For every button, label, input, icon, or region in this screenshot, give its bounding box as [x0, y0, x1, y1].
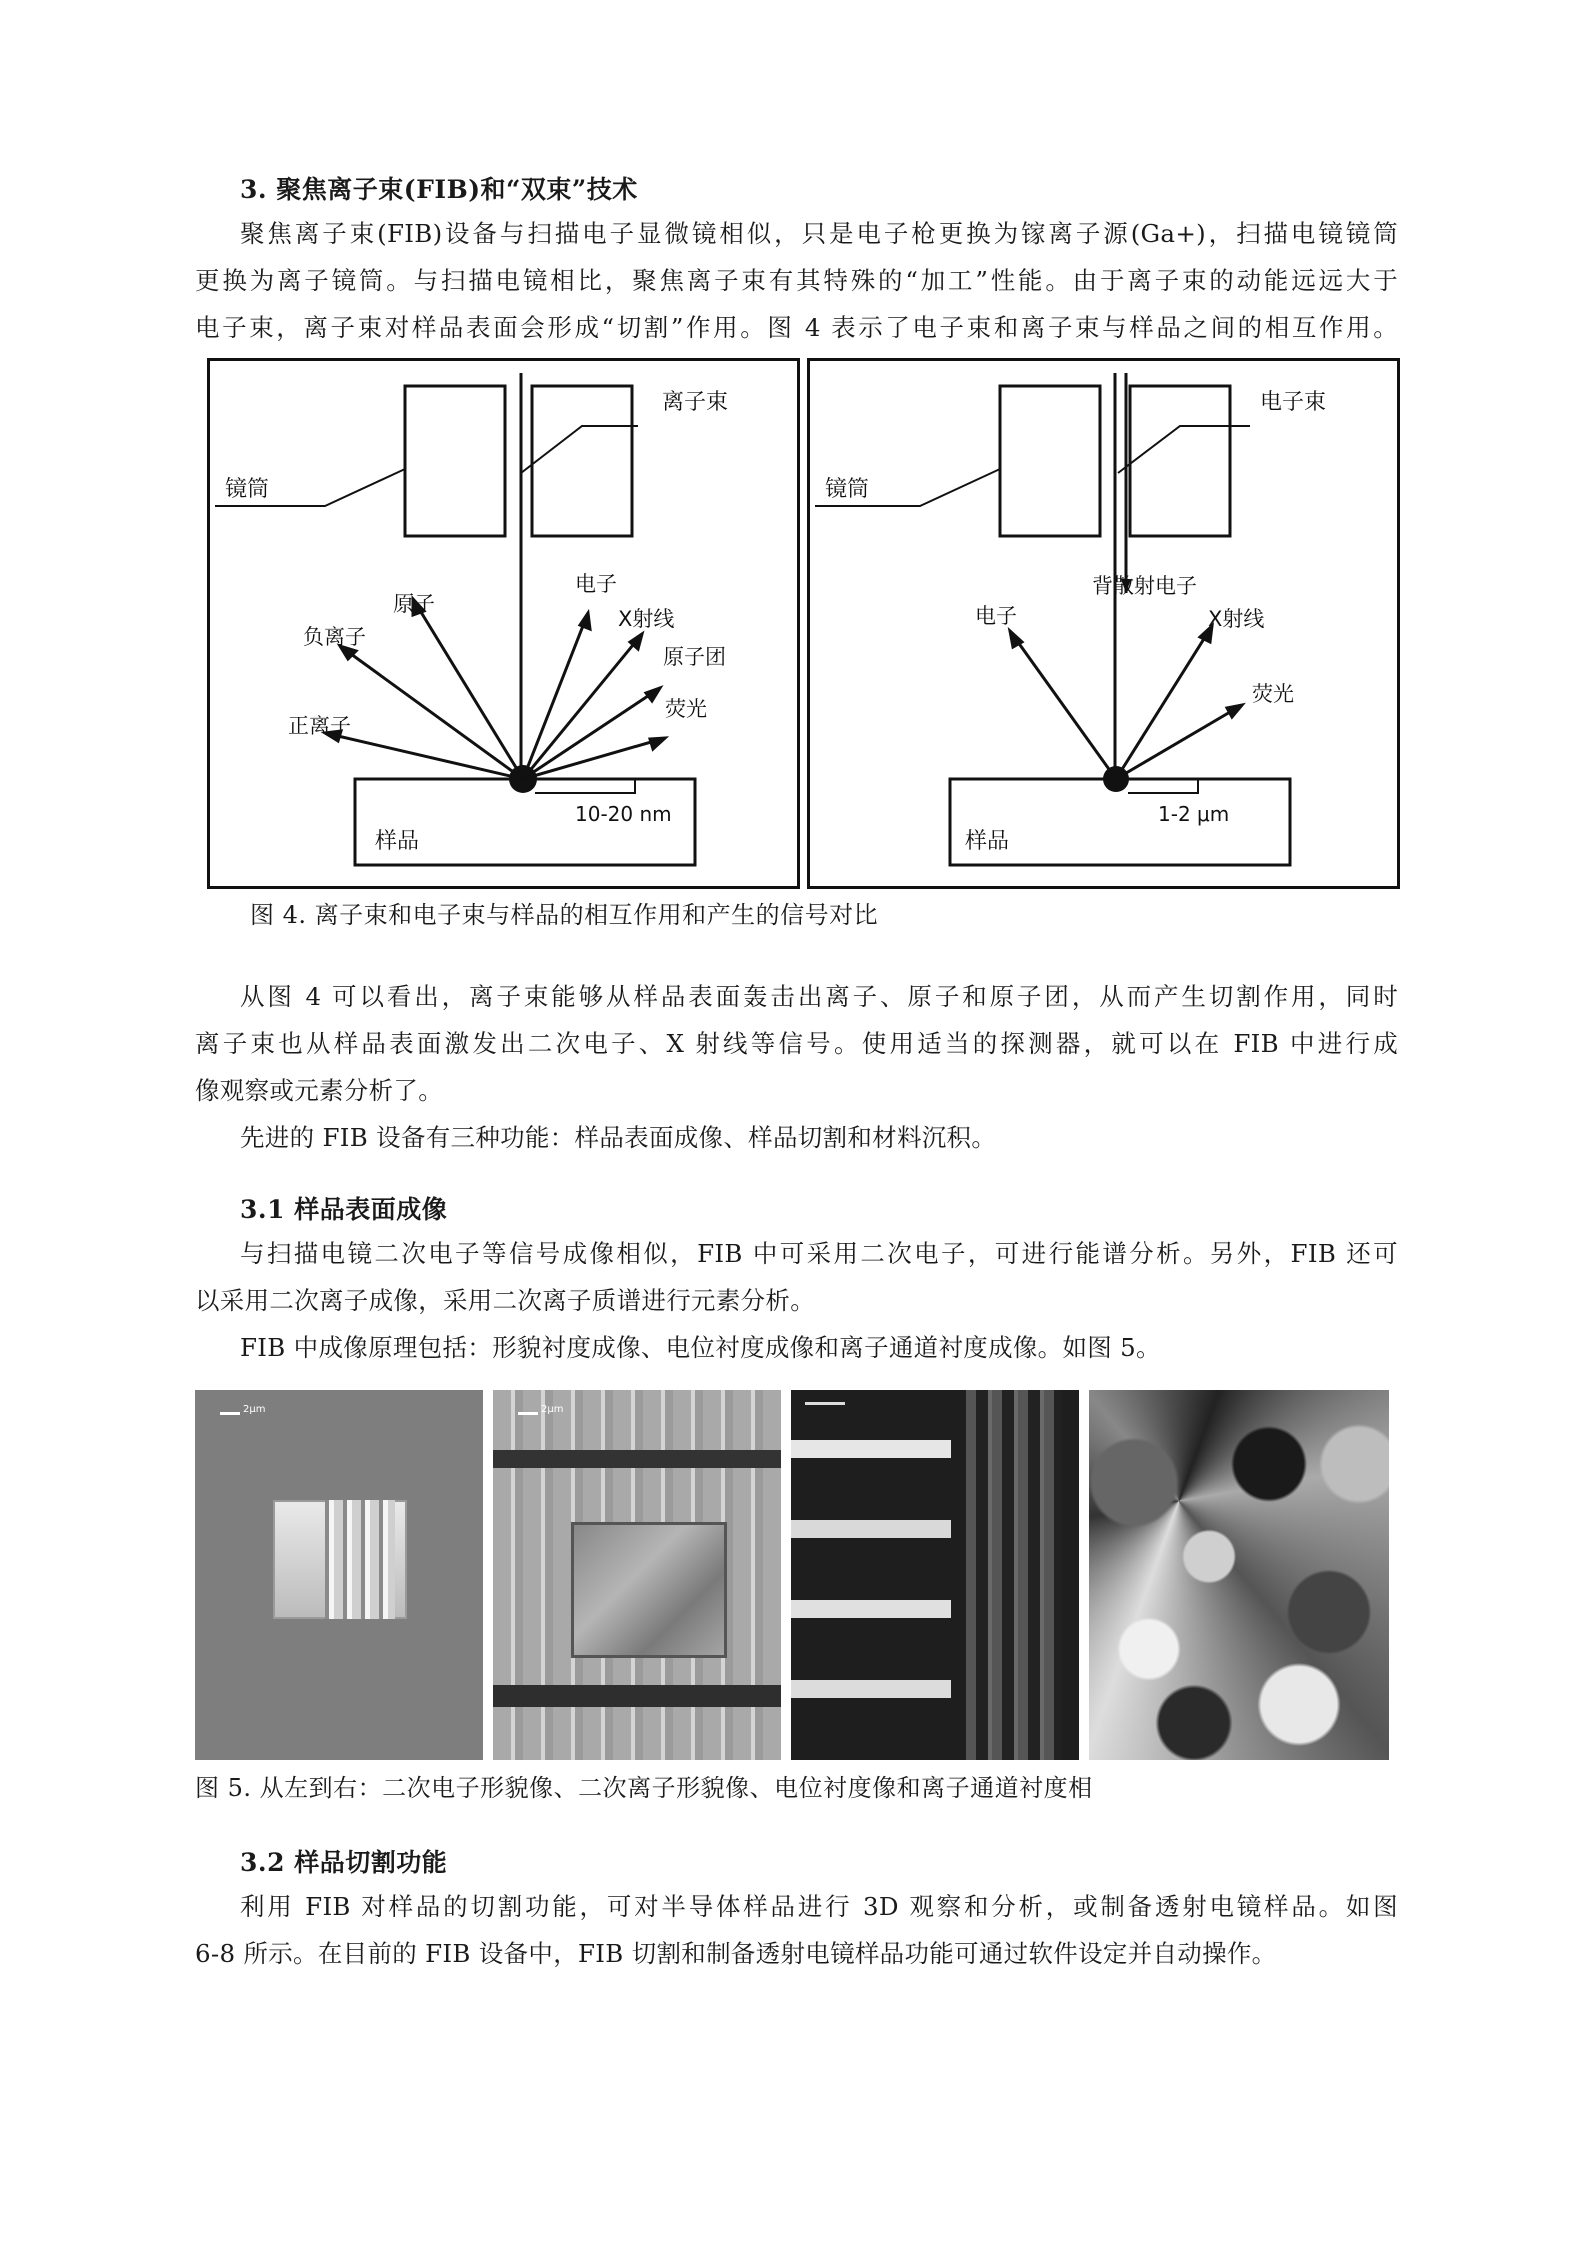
- paragraph-line: 以采用二次离子成像，采用二次离子质谱进行元素分析。: [195, 1286, 815, 1315]
- paragraph-line: 离子束也从样品表面激发出二次电子、X 射线等信号。使用适当的探测器，就可以在 FIB 中进行成: [195, 1029, 1398, 1058]
- paragraph-line: 6-8 所示。在目前的 FIB 设备中，FIB 切割和制备透射电镜样品功能可通过软件设定并自动操作。: [195, 1939, 1277, 1968]
- column-label: 镜筒: [225, 477, 270, 502]
- secondary-ion-image: [493, 1390, 781, 1760]
- signal-label-negative-ion: 负离子: [303, 625, 366, 649]
- section-3-2-heading: 3.2 样品切割功能: [240, 1848, 448, 1877]
- section-3-1-paragraph-end: [195, 1277, 1398, 1324]
- section-3-1-heading: 3.1 样品表面成像: [240, 1195, 448, 1224]
- signal-label-atom: 原子: [393, 592, 435, 616]
- ion-channeling-contrast-image: [1089, 1390, 1389, 1760]
- figure-4-caption: 图 4. 离子束和电子束与样品的相互作用和产生的信号对比: [250, 901, 879, 929]
- column-box-left: [1000, 386, 1100, 536]
- conductor-line: [791, 1440, 951, 1458]
- beam-label-pointer: [521, 426, 638, 473]
- depth-indicator: [535, 779, 635, 793]
- scale-bar-label: 2μm: [541, 1404, 564, 1415]
- conductor-line: [791, 1520, 951, 1538]
- fib-functions-paragraph: 先进的 FIB 设备有三种功能：样品表面成像、样品切割和材料沉积。: [240, 1123, 997, 1152]
- conductor-line: [791, 1600, 951, 1618]
- conductor-line: [791, 1680, 951, 1698]
- milled-window: [571, 1522, 727, 1658]
- column-box-right: [1130, 386, 1230, 536]
- figure-4-electron-beam-panel: [807, 358, 1400, 889]
- dark-band-top: [493, 1450, 781, 1468]
- column-box-right: [532, 386, 632, 536]
- dark-band-bottom: [493, 1685, 781, 1707]
- paragraph-line: 从图 4 可以看出，离子束能够从样品表面轰击出离子、原子和原子团，从而产生切割作用，同时: [240, 982, 1398, 1011]
- paragraph-line: 像观察或元素分析了。: [195, 1076, 443, 1105]
- section-3-1-imaging-paragraph: FIB 中成像原理包括：形貌衬度成像、电位衬度成像和离子通道衬度成像。如图 5。: [240, 1333, 1161, 1362]
- signal-label-electron: 电子: [575, 572, 617, 596]
- signal-label-fluorescence: 荧光: [665, 697, 707, 721]
- paragraph-line: 更换为离子镜筒。与扫描电镜相比，聚焦离子束有其特殊的“加工”性能。由于离子束的动能远远大于: [195, 266, 1398, 295]
- figure-4-ion-beam-panel: [207, 358, 800, 889]
- ion-beam-diagram: [210, 361, 797, 886]
- scale-bar: [220, 1412, 240, 1415]
- section-3-1-paragraph: [240, 1230, 1398, 1277]
- signal-label-positive-ion: 正离子: [288, 714, 351, 738]
- scale-bar: [518, 1412, 538, 1415]
- signal-label-backscattered-electron: 背散射电子: [1092, 574, 1197, 598]
- signal-label-atom-cluster: 原子团: [663, 645, 726, 669]
- signal-arrows: [325, 599, 665, 779]
- signal-label-xray: X射线: [618, 607, 675, 631]
- paragraph-line: 利用 FIB 对样品的切割功能，可对半导体样品进行 3D 观察和分析，或制备透射电镜样品。如图: [240, 1892, 1398, 1921]
- column-label: 镜筒: [825, 477, 870, 502]
- paragraph-line: 聚焦离子束(FIB)设备与扫描电子显微镜相似，只是电子枪更换为镓离子源(Ga+)，扫描电镜镜筒: [240, 219, 1398, 248]
- paragraph-line: 电子束，离子束对样品表面会形成“切割”作用。图 4 表示了电子束和离子束与样品之间的相互作用。: [195, 313, 1398, 342]
- voltage-contrast-image: [791, 1390, 1079, 1760]
- scale-bar-label: 2μm: [243, 1404, 266, 1415]
- beam-label: 电子束: [1260, 390, 1327, 415]
- depth-indicator: [1128, 779, 1198, 793]
- scale-label: 1-2 μm: [1158, 802, 1230, 826]
- signal-arrows: [1010, 626, 1242, 779]
- figure-4-discussion-paragraph-cont: [195, 1020, 1398, 1067]
- signal-label-xray: X射线: [1208, 607, 1265, 631]
- scale-bar: [805, 1402, 845, 1405]
- grain-texture: [1089, 1390, 1389, 1760]
- section-3-paragraph-cont: [195, 257, 1398, 351]
- section-3-paragraph: [240, 210, 1398, 257]
- beam-label: 离子束: [662, 390, 729, 415]
- figure-4-discussion-paragraph-end: [195, 1067, 1398, 1114]
- figure-4-discussion-paragraph: [240, 973, 1398, 1020]
- signal-label-electron: 电子: [975, 604, 1017, 628]
- vertical-stripes: [966, 1390, 1061, 1760]
- sample-label: 样品: [965, 829, 1010, 854]
- sample-label: 样品: [375, 829, 420, 854]
- trench-lines: [325, 1500, 395, 1619]
- signal-label-fluorescence: 荧光: [1252, 682, 1294, 706]
- electron-beam-diagram: [810, 361, 1397, 886]
- section-3-heading: 3. 聚焦离子束(FIB)和“双束”技术: [240, 175, 638, 204]
- column-box-left: [405, 386, 505, 536]
- figure-5-caption: 图 5. 从左到右：二次电子形貌像、二次离子形貌像、电位衬度像和离子通道衬度相: [195, 1774, 1093, 1802]
- scale-label: 10-20 nm: [575, 802, 672, 826]
- section-3-2-paragraph-end: [195, 1930, 1398, 1977]
- paragraph-line: 与扫描电镜二次电子等信号成像相似，FIB 中可采用二次电子，可进行能谱分析。另外，FIB 还可: [240, 1239, 1398, 1268]
- secondary-electron-image: [195, 1390, 483, 1760]
- section-3-2-paragraph: [240, 1883, 1398, 1930]
